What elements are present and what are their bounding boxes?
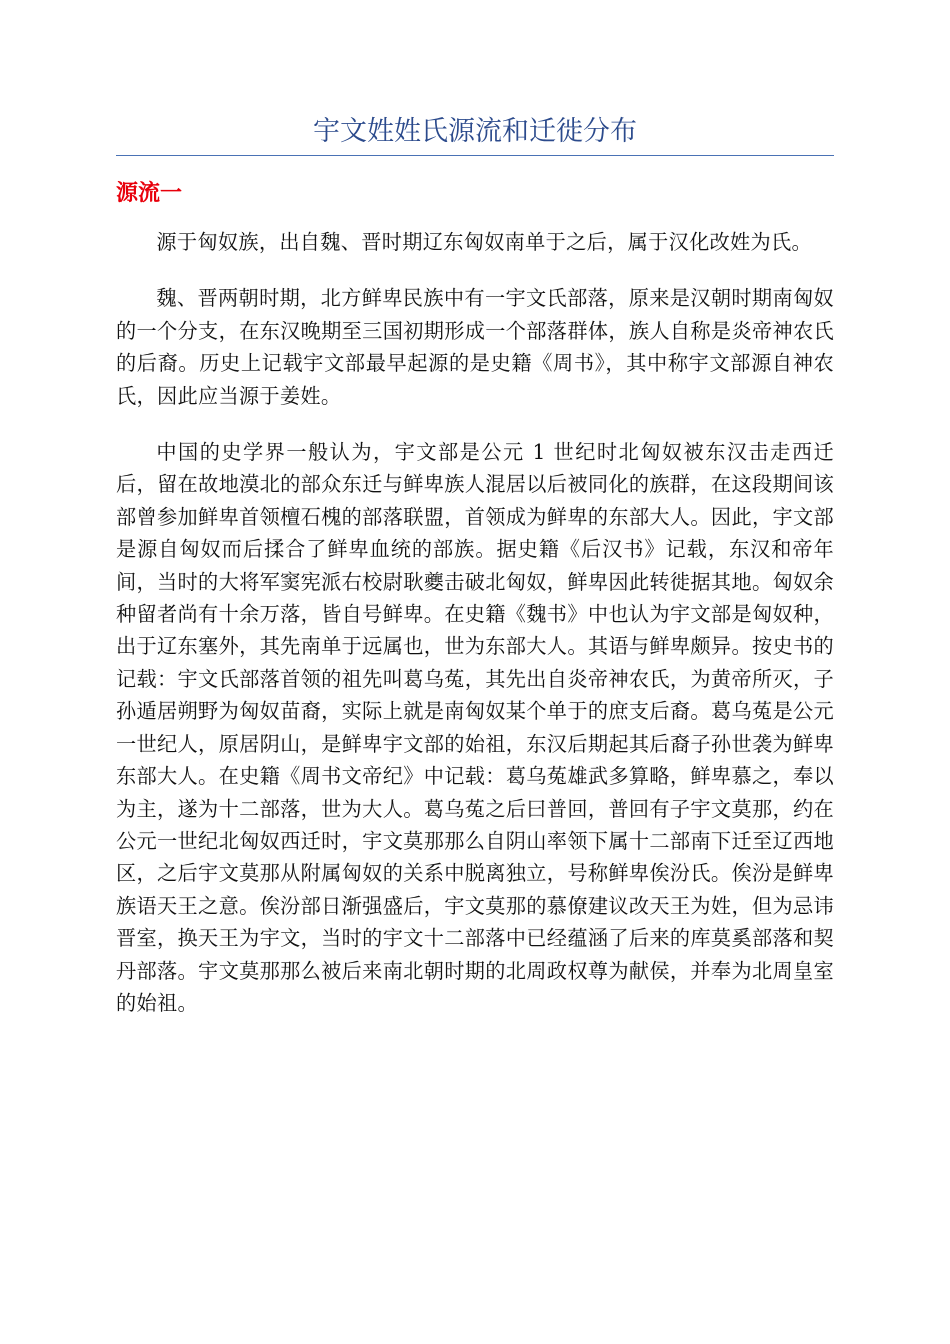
title-underline-divider (116, 155, 834, 156)
paragraph-1: 源于匈奴族，出自魏、晋时期辽东匈奴南单于之后，属于汉化改姓为氏。 (156, 230, 812, 254)
document-title: 宇文姓姓氏源流和迁徙分布 (313, 116, 637, 147)
paragraph-2: 魏、晋两朝时期，北方鲜卑民族中有一宇文氏部落，原来是汉朝时期南匈奴的一个分支，在东汉晚期至三国初期形成一个部落群体，族人自称是炎帝神农氏的后裔。历史上记载宇文部最早起源的是史籍《周书》，其中称宇文部源自神农氏，因此应当源于姜姓。 (116, 286, 834, 408)
paragraph-3: 中国的史学界一般认为，宇文部是公元 1 世纪时北匈奴被东汉击走西迁后，留在故地漠北的部众东迁与鲜卑族人混居以后被同化的族群，在这段期间该部曾参加鲜卑首领檀石槐的部落联盟，首领成为鲜卑的东部大人。因此，宇文部是源自匈奴而后揉合了鲜卑血统的部族。据史籍《后汉书》记载，东汉和帝年间，当时的大将军窦宪派右校尉耿夔击破北匈奴，鲜卑因此转徙据其地。匈奴余种留者尚有十余万落，皆自号鲜卑。在史籍《魏书》中也认为宇文部是匈奴种，出于辽东塞外，其先南单于远属也，世为东部大人。其语与鲜卑颇异。按史书的记载：宇文氏部落首领的祖先叫葛乌菟，其先出自炎帝神农氏，为黄帝所灭，子孙遁居朔野为匈奴苗裔，实际上就是南匈奴某个单于的庶支后裔。葛乌菟是公元一世纪人，原居阴山，是鲜卑宇文部的始祖，东汉后期起其后裔子孙世袭为鲜卑东部大人。在史籍《周书文帝纪》中记载：葛乌菟雄武多算略，鲜卑慕之，奉以为主，遂为十二部落，世为大人。葛乌菟之后曰普回，普回有子宇文莫那，约在公元一世纪北匈奴西迁时，宇文莫那那么自阴山率领下属十二部南下迁至辽西地区，之后宇文莫那从附属匈奴的关系中脱离独立，号称鲜卑俟汾氏。俟汾是鲜卑族语天王之意。俟汾部日渐强盛后，宇文莫那的慕僚建议改天王为姓，但为忌讳晋室，换天王为宇文，当时的宇文十二部落中已经蕴涵了后来的库莫奚部落和契丹部落。宇文莫那那么被后来南北朝时期的北周政权尊为献侯，并奉为北周皇室的始祖。 (116, 440, 834, 1015)
section-heading: 源流一 (116, 181, 183, 206)
body-text (116, 226, 834, 1043)
